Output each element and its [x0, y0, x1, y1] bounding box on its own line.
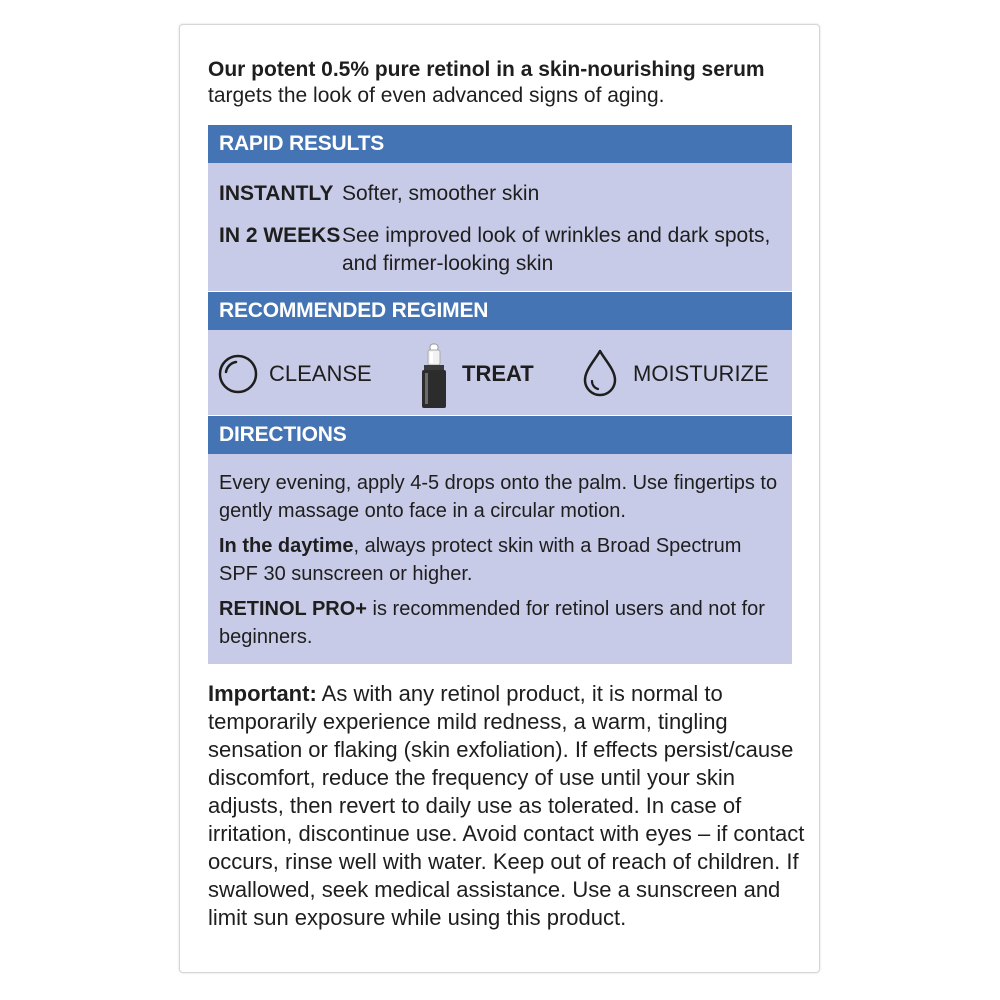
important-label: Important:	[208, 681, 317, 706]
directions-retinol-text: is recommended for retinol users and not for beginners.	[219, 598, 765, 648]
directions-daytime-paragraph	[219, 532, 784, 588]
result-desc: See improved look of wrinkles and dark spots, and firmer-looking skin	[342, 224, 771, 275]
directions-daytime-label: In the daytime	[219, 535, 354, 557]
serum-bottle-icon	[419, 342, 449, 410]
result-term: IN 2 WEEKS	[219, 224, 341, 247]
result-desc: Softer, smoother skin	[342, 182, 540, 205]
important-warning	[208, 680, 808, 932]
regimen-step-treat: TREAT	[462, 361, 534, 386]
droplet-icon	[581, 348, 619, 398]
directions-paragraph: Every evening, apply 4-5 drops onto the palm. Use fingertips to gently massage onto face in a circular motion.	[219, 472, 778, 522]
intro-lead: Our potent 0.5% pure retinol in a skin-nourishing serum	[208, 58, 765, 81]
intro-sub: targets the look of even advanced signs of aging.	[208, 84, 665, 107]
rapid-results-header: RAPID RESULTS	[208, 125, 792, 163]
rapid-results-section	[208, 125, 792, 291]
cleanse-circle-icon	[217, 353, 259, 395]
regimen-section	[208, 292, 792, 415]
result-term: INSTANTLY	[219, 182, 334, 205]
directions-daytime-text: , always protect skin with a Broad Spectrum SPF 30 sunscreen or higher.	[219, 535, 742, 585]
directions-header: DIRECTIONS	[208, 416, 792, 454]
directions-retinol-paragraph	[219, 595, 784, 651]
directions-section	[208, 416, 792, 664]
regimen-step-moisturize: MOISTURIZE	[633, 361, 769, 386]
regimen-step-cleanse: CLEANSE	[269, 361, 372, 386]
intro-text	[208, 57, 808, 109]
important-text: As with any retinol product, it is normal to temporarily experience mild redness, a warm, tingling sensation or flaking (skin exfoliation). If effects persist/cause discomfort, reduce the frequency of use until your skin adjusts, then revert to daily use as tolerated. In case of irritation, discontinue use. Avoid contact with eyes – if contact occurs, rinse well with water. Keep out of reach of children. If swallowed, seek medical assistance. Use a sunscreen and limit sun exposure while using this product.	[208, 681, 805, 930]
directions-product-name: RETINOL PRO+	[219, 598, 367, 620]
regimen-header: RECOMMENDED REGIMEN	[208, 292, 792, 330]
